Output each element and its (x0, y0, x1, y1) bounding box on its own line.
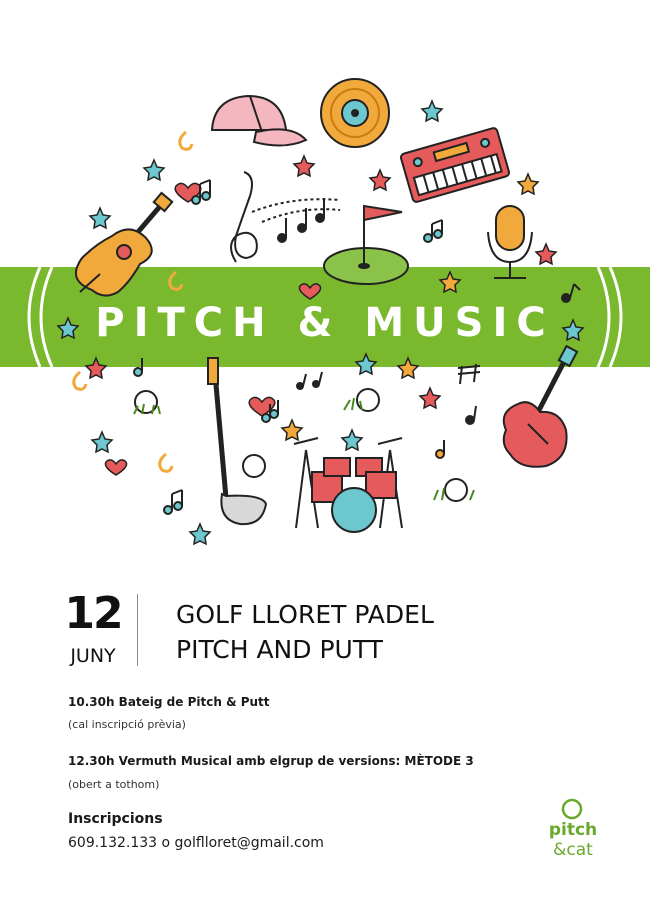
schedule-item-1-title: 10.30h Bateig de Pitch & Putt (68, 695, 270, 709)
vinyl-record-icon (321, 79, 389, 147)
venue-line-2: PITCH AND PUTT (176, 635, 383, 664)
grass-icon (134, 398, 474, 500)
logo-line-2: &cat (553, 840, 593, 860)
date-divider (137, 594, 138, 666)
inscriptions-contact: 609.132.133 o golflloret@gmail.com (68, 835, 324, 851)
golf-flag-icon (324, 206, 408, 284)
cap-icon (212, 96, 306, 146)
schedule-item-1-note: (cal inscripció prèvia) (68, 718, 186, 731)
venue-line-1: GOLF LLORET PADEL (176, 600, 434, 629)
date-month: JUNY (70, 645, 116, 667)
pitch-and-cat-logo (538, 797, 608, 863)
logo-line-1: pitch (548, 820, 598, 840)
schedule-item-2-title: 12.30h Vermuth Musical amb elgrup de versions: MÈTODE 3 (68, 754, 474, 768)
inscriptions-title: Inscripcions (68, 811, 163, 827)
venue (176, 597, 434, 667)
banner-title: PITCH & MUSIC (95, 300, 555, 346)
drum-kit-icon (294, 438, 402, 532)
treble-clef-icon (231, 172, 340, 262)
golf-club-icon (208, 358, 266, 524)
event-date (62, 590, 124, 668)
date-day: 12 (64, 588, 122, 639)
schedule-item-2-note: (obert a tothom) (68, 778, 160, 791)
keyboard-icon (400, 127, 510, 203)
